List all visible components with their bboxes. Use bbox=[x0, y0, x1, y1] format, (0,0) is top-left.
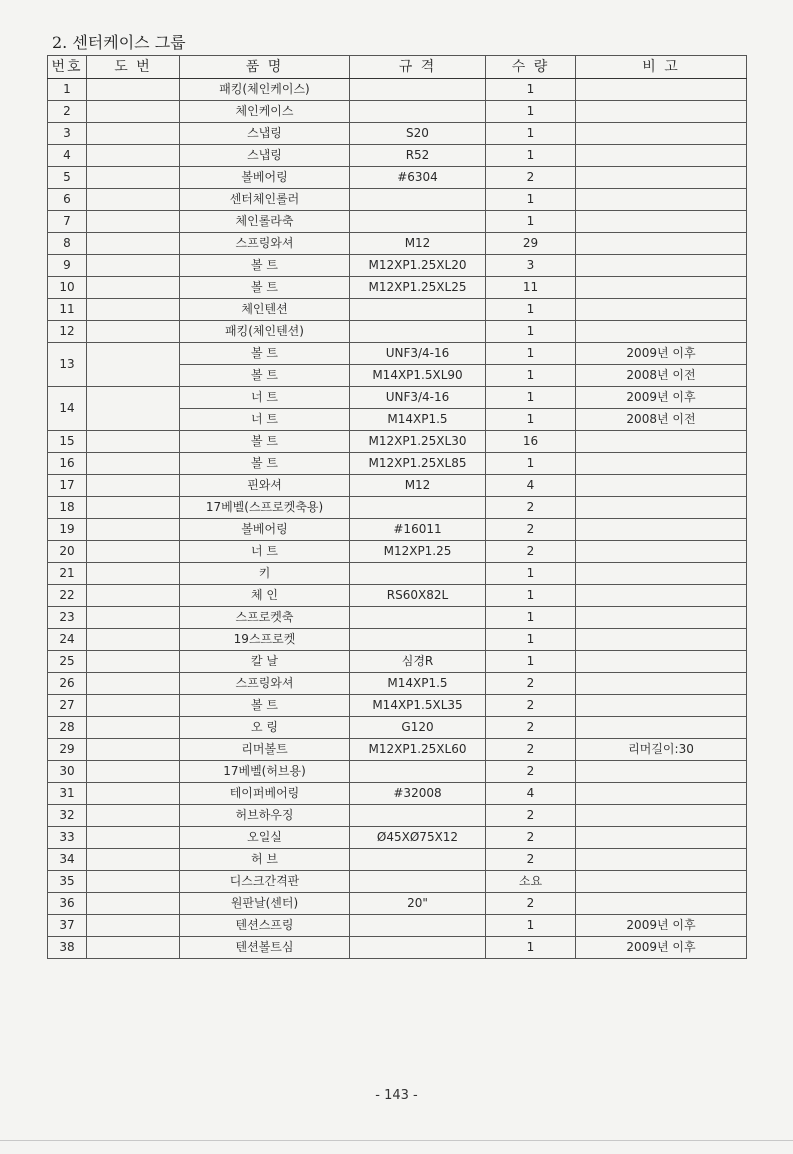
bottom-rule bbox=[0, 1140, 793, 1141]
table-row bbox=[48, 255, 747, 277]
cell-quantity: 2 bbox=[486, 167, 576, 189]
cell-note: 2008년 이전 bbox=[576, 409, 747, 431]
cell-quantity: 2 bbox=[486, 893, 576, 915]
cell-quantity: 1 bbox=[486, 101, 576, 123]
cell-part-name: 17베벨(허브용) bbox=[180, 761, 350, 783]
cell-drawing bbox=[87, 189, 180, 211]
header-quantity: 수 량 bbox=[486, 56, 576, 79]
cell-drawing bbox=[87, 541, 180, 563]
cell-number: 29 bbox=[48, 739, 87, 761]
cell-drawing bbox=[87, 915, 180, 937]
table-row bbox=[48, 189, 747, 211]
cell-drawing bbox=[87, 761, 180, 783]
cell-spec bbox=[350, 849, 486, 871]
cell-number: 28 bbox=[48, 717, 87, 739]
cell-part-name: 체인롤라축 bbox=[180, 211, 350, 233]
cell-number: 31 bbox=[48, 783, 87, 805]
cell-part-name: 텐션볼트심 bbox=[180, 937, 350, 959]
table-row bbox=[48, 827, 747, 849]
page-number: - 143 - bbox=[375, 1088, 418, 1103]
cell-number: 15 bbox=[48, 431, 87, 453]
cell-part-name: 스냅링 bbox=[180, 123, 350, 145]
cell-drawing bbox=[87, 123, 180, 145]
header-spec: 규 격 bbox=[350, 56, 486, 79]
table-row bbox=[48, 783, 747, 805]
cell-part-name: 키 bbox=[180, 563, 350, 585]
cell-drawing bbox=[87, 805, 180, 827]
cell-part-name: 너 트 bbox=[180, 541, 350, 563]
cell-number: 3 bbox=[48, 123, 87, 145]
table-row bbox=[48, 761, 747, 783]
cell-part-name: 원판날(센터) bbox=[180, 893, 350, 915]
table-row bbox=[48, 937, 747, 959]
cell-quantity: 16 bbox=[486, 431, 576, 453]
cell-spec: M14XP1.5XL35 bbox=[350, 695, 486, 717]
cell-note: 2009년 이후 bbox=[576, 387, 747, 409]
cell-number: 35 bbox=[48, 871, 87, 893]
cell-quantity: 1 bbox=[486, 123, 576, 145]
cell-drawing bbox=[87, 475, 180, 497]
cell-part-name: 허브하우징 bbox=[180, 805, 350, 827]
cell-note bbox=[576, 849, 747, 871]
cell-number: 10 bbox=[48, 277, 87, 299]
cell-drawing bbox=[87, 277, 180, 299]
cell-quantity: 1 bbox=[486, 145, 576, 167]
cell-spec bbox=[350, 805, 486, 827]
cell-spec: UNF3/4-16 bbox=[350, 343, 486, 365]
cell-quantity: 1 bbox=[486, 387, 576, 409]
cell-note: 2008년 이전 bbox=[576, 365, 747, 387]
cell-number: 5 bbox=[48, 167, 87, 189]
cell-part-name: 볼 트 bbox=[180, 343, 350, 365]
cell-spec: M12XP1.25XL85 bbox=[350, 453, 486, 475]
cell-note bbox=[576, 827, 747, 849]
cell-note bbox=[576, 585, 747, 607]
cell-note bbox=[576, 563, 747, 585]
cell-note bbox=[576, 233, 747, 255]
header-part-name: 품 명 bbox=[180, 56, 350, 79]
cell-drawing bbox=[87, 255, 180, 277]
cell-note bbox=[576, 189, 747, 211]
cell-note bbox=[576, 871, 747, 893]
cell-part-name: 볼 트 bbox=[180, 255, 350, 277]
cell-note bbox=[576, 431, 747, 453]
cell-part-name: 센터체인롤러 bbox=[180, 189, 350, 211]
cell-number: 6 bbox=[48, 189, 87, 211]
cell-drawing bbox=[87, 871, 180, 893]
cell-number: 21 bbox=[48, 563, 87, 585]
table-body bbox=[48, 79, 747, 959]
cell-quantity: 2 bbox=[486, 673, 576, 695]
cell-spec bbox=[350, 629, 486, 651]
cell-number: 16 bbox=[48, 453, 87, 475]
cell-spec: M12XP1.25XL30 bbox=[350, 431, 486, 453]
cell-drawing bbox=[87, 211, 180, 233]
cell-part-name: 스프링와셔 bbox=[180, 673, 350, 695]
cell-spec: 20" bbox=[350, 893, 486, 915]
cell-drawing bbox=[87, 607, 180, 629]
cell-quantity: 2 bbox=[486, 805, 576, 827]
cell-note bbox=[576, 651, 747, 673]
header-drawing: 도 번 bbox=[87, 56, 180, 79]
cell-note bbox=[576, 321, 747, 343]
cell-spec bbox=[350, 189, 486, 211]
table-header-row bbox=[48, 56, 747, 79]
cell-drawing bbox=[87, 629, 180, 651]
cell-quantity: 1 bbox=[486, 189, 576, 211]
cell-number: 1 bbox=[48, 79, 87, 101]
table-row bbox=[48, 321, 747, 343]
cell-quantity: 1 bbox=[486, 937, 576, 959]
table-row bbox=[48, 431, 747, 453]
cell-quantity: 4 bbox=[486, 783, 576, 805]
cell-part-name: 허 브 bbox=[180, 849, 350, 871]
cell-quantity: 1 bbox=[486, 211, 576, 233]
cell-drawing bbox=[87, 783, 180, 805]
cell-number: 9 bbox=[48, 255, 87, 277]
table-row bbox=[48, 79, 747, 101]
table-row bbox=[48, 651, 747, 673]
cell-note bbox=[576, 79, 747, 101]
cell-quantity: 2 bbox=[486, 849, 576, 871]
cell-number: 27 bbox=[48, 695, 87, 717]
cell-note bbox=[576, 475, 747, 497]
cell-drawing bbox=[87, 673, 180, 695]
cell-note bbox=[576, 761, 747, 783]
cell-note: 2009년 이후 bbox=[576, 343, 747, 365]
parts-table bbox=[47, 55, 747, 959]
cell-drawing bbox=[87, 827, 180, 849]
cell-note: 2009년 이후 bbox=[576, 915, 747, 937]
cell-spec bbox=[350, 871, 486, 893]
table-row bbox=[48, 695, 747, 717]
cell-note bbox=[576, 123, 747, 145]
cell-part-name: 볼 트 bbox=[180, 453, 350, 475]
table-row bbox=[48, 145, 747, 167]
cell-spec: S20 bbox=[350, 123, 486, 145]
cell-note bbox=[576, 717, 747, 739]
table-row bbox=[48, 585, 747, 607]
table-row bbox=[48, 541, 747, 563]
cell-note bbox=[576, 673, 747, 695]
cell-part-name: 너 트 bbox=[180, 387, 350, 409]
cell-part-name: 패킹(체인텐션) bbox=[180, 321, 350, 343]
cell-drawing bbox=[87, 431, 180, 453]
table-row bbox=[48, 211, 747, 233]
cell-spec bbox=[350, 101, 486, 123]
cell-quantity: 1 bbox=[486, 365, 576, 387]
cell-spec: UNF3/4-16 bbox=[350, 387, 486, 409]
table-row bbox=[48, 915, 747, 937]
cell-note: 2009년 이후 bbox=[576, 937, 747, 959]
cell-quantity: 29 bbox=[486, 233, 576, 255]
cell-part-name: 핀와셔 bbox=[180, 475, 350, 497]
table-row bbox=[48, 519, 747, 541]
table-row bbox=[48, 233, 747, 255]
cell-part-name: 스프링와셔 bbox=[180, 233, 350, 255]
cell-spec: G120 bbox=[350, 717, 486, 739]
table-row bbox=[48, 871, 747, 893]
cell-drawing bbox=[87, 101, 180, 123]
cell-drawing bbox=[87, 695, 180, 717]
cell-number: 18 bbox=[48, 497, 87, 519]
cell-part-name: 스프로켓축 bbox=[180, 607, 350, 629]
cell-quantity: 3 bbox=[486, 255, 576, 277]
cell-quantity: 2 bbox=[486, 827, 576, 849]
cell-number: 17 bbox=[48, 475, 87, 497]
cell-note bbox=[576, 277, 747, 299]
cell-spec bbox=[350, 321, 486, 343]
cell-part-name: 체인케이스 bbox=[180, 101, 350, 123]
cell-number: 37 bbox=[48, 915, 87, 937]
cell-part-name: 볼 트 bbox=[180, 277, 350, 299]
cell-drawing bbox=[87, 563, 180, 585]
cell-note bbox=[576, 299, 747, 321]
table-row bbox=[48, 497, 747, 519]
cell-drawing bbox=[87, 343, 180, 387]
header-note: 비 고 bbox=[576, 56, 747, 79]
cell-note bbox=[576, 541, 747, 563]
cell-quantity: 2 bbox=[486, 497, 576, 519]
cell-number: 24 bbox=[48, 629, 87, 651]
cell-part-name: 체 인 bbox=[180, 585, 350, 607]
cell-note bbox=[576, 453, 747, 475]
cell-spec: #6304 bbox=[350, 167, 486, 189]
cell-number: 36 bbox=[48, 893, 87, 915]
cell-drawing bbox=[87, 387, 180, 431]
table-row bbox=[48, 299, 747, 321]
cell-quantity: 2 bbox=[486, 717, 576, 739]
cell-part-name: 패킹(체인케이스) bbox=[180, 79, 350, 101]
table-row bbox=[48, 629, 747, 651]
cell-number: 26 bbox=[48, 673, 87, 695]
cell-quantity: 1 bbox=[486, 409, 576, 431]
cell-spec bbox=[350, 211, 486, 233]
cell-spec: M14XP1.5 bbox=[350, 673, 486, 695]
cell-number: 22 bbox=[48, 585, 87, 607]
cell-number: 12 bbox=[48, 321, 87, 343]
cell-part-name: 텐션스프링 bbox=[180, 915, 350, 937]
cell-spec: M14XP1.5XL90 bbox=[350, 365, 486, 387]
cell-number: 4 bbox=[48, 145, 87, 167]
cell-quantity: 1 bbox=[486, 629, 576, 651]
cell-note: 리머길이:30 bbox=[576, 739, 747, 761]
cell-number: 34 bbox=[48, 849, 87, 871]
cell-number: 20 bbox=[48, 541, 87, 563]
cell-spec bbox=[350, 563, 486, 585]
cell-drawing bbox=[87, 717, 180, 739]
table-row bbox=[48, 673, 747, 695]
table-row bbox=[48, 805, 747, 827]
table-row bbox=[48, 101, 747, 123]
cell-quantity: 2 bbox=[486, 739, 576, 761]
cell-quantity: 11 bbox=[486, 277, 576, 299]
cell-quantity: 1 bbox=[486, 79, 576, 101]
cell-part-name: 17베벨(스프로켓축용) bbox=[180, 497, 350, 519]
cell-quantity: 1 bbox=[486, 585, 576, 607]
cell-part-name: 볼베어링 bbox=[180, 167, 350, 189]
cell-drawing bbox=[87, 651, 180, 673]
cell-number: 13 bbox=[48, 343, 87, 387]
page-title: 2. 센터케이스 그룹 bbox=[52, 33, 186, 52]
cell-part-name: 스냅링 bbox=[180, 145, 350, 167]
cell-part-name: 디스크간격판 bbox=[180, 871, 350, 893]
cell-quantity: 1 bbox=[486, 915, 576, 937]
cell-quantity: 1 bbox=[486, 299, 576, 321]
cell-note bbox=[576, 101, 747, 123]
cell-note bbox=[576, 607, 747, 629]
cell-quantity: 소요 bbox=[486, 871, 576, 893]
cell-note bbox=[576, 893, 747, 915]
table-row bbox=[48, 343, 747, 365]
cell-quantity: 2 bbox=[486, 519, 576, 541]
cell-spec bbox=[350, 761, 486, 783]
cell-drawing bbox=[87, 585, 180, 607]
cell-drawing bbox=[87, 937, 180, 959]
cell-part-name: 19스프로켓 bbox=[180, 629, 350, 651]
table-row bbox=[48, 563, 747, 585]
cell-number: 30 bbox=[48, 761, 87, 783]
cell-part-name: 볼 트 bbox=[180, 431, 350, 453]
cell-note bbox=[576, 783, 747, 805]
cell-part-name: 리머볼트 bbox=[180, 739, 350, 761]
cell-quantity: 2 bbox=[486, 695, 576, 717]
cell-quantity: 1 bbox=[486, 343, 576, 365]
cell-spec: #32008 bbox=[350, 783, 486, 805]
cell-number: 23 bbox=[48, 607, 87, 629]
cell-number: 19 bbox=[48, 519, 87, 541]
cell-drawing bbox=[87, 79, 180, 101]
cell-spec: M12 bbox=[350, 233, 486, 255]
cell-spec: RS60X82L bbox=[350, 585, 486, 607]
cell-note bbox=[576, 805, 747, 827]
cell-quantity: 1 bbox=[486, 453, 576, 475]
table-row bbox=[48, 739, 747, 761]
cell-spec bbox=[350, 915, 486, 937]
cell-number: 2 bbox=[48, 101, 87, 123]
table-row bbox=[48, 277, 747, 299]
table-row bbox=[48, 387, 747, 409]
cell-part-name: 칼 날 bbox=[180, 651, 350, 673]
cell-quantity: 1 bbox=[486, 563, 576, 585]
cell-drawing bbox=[87, 519, 180, 541]
header-number: 번호 bbox=[48, 56, 87, 79]
cell-drawing bbox=[87, 739, 180, 761]
cell-note bbox=[576, 145, 747, 167]
cell-quantity: 1 bbox=[486, 321, 576, 343]
cell-quantity: 2 bbox=[486, 541, 576, 563]
cell-part-name: 볼베어링 bbox=[180, 519, 350, 541]
cell-quantity: 4 bbox=[486, 475, 576, 497]
cell-part-name: 오일실 bbox=[180, 827, 350, 849]
cell-spec bbox=[350, 79, 486, 101]
cell-spec bbox=[350, 937, 486, 959]
cell-spec bbox=[350, 607, 486, 629]
cell-number: 11 bbox=[48, 299, 87, 321]
cell-part-name: 테이퍼베어링 bbox=[180, 783, 350, 805]
cell-spec: R52 bbox=[350, 145, 486, 167]
cell-part-name: 오 링 bbox=[180, 717, 350, 739]
cell-part-name: 볼 트 bbox=[180, 695, 350, 717]
cell-drawing bbox=[87, 849, 180, 871]
cell-number: 8 bbox=[48, 233, 87, 255]
cell-spec: 심경R bbox=[350, 651, 486, 673]
cell-number: 32 bbox=[48, 805, 87, 827]
cell-note bbox=[576, 211, 747, 233]
cell-spec: #16011 bbox=[350, 519, 486, 541]
cell-quantity: 1 bbox=[486, 607, 576, 629]
cell-spec: M12XP1.25XL60 bbox=[350, 739, 486, 761]
table-row bbox=[48, 607, 747, 629]
table-row bbox=[48, 717, 747, 739]
cell-drawing bbox=[87, 167, 180, 189]
cell-drawing bbox=[87, 145, 180, 167]
cell-quantity: 1 bbox=[486, 651, 576, 673]
cell-spec: M12XP1.25 bbox=[350, 541, 486, 563]
cell-note bbox=[576, 255, 747, 277]
cell-quantity: 2 bbox=[486, 761, 576, 783]
cell-note bbox=[576, 497, 747, 519]
cell-spec: M12 bbox=[350, 475, 486, 497]
cell-part-name: 볼 트 bbox=[180, 365, 350, 387]
table-row bbox=[48, 849, 747, 871]
cell-part-name: 체인텐션 bbox=[180, 299, 350, 321]
cell-note bbox=[576, 629, 747, 651]
cell-spec bbox=[350, 299, 486, 321]
table-row bbox=[48, 123, 747, 145]
cell-spec: M12XP1.25XL25 bbox=[350, 277, 486, 299]
cell-number: 25 bbox=[48, 651, 87, 673]
cell-number: 14 bbox=[48, 387, 87, 431]
cell-note bbox=[576, 695, 747, 717]
cell-drawing bbox=[87, 299, 180, 321]
table-row bbox=[48, 475, 747, 497]
cell-drawing bbox=[87, 233, 180, 255]
cell-drawing bbox=[87, 893, 180, 915]
cell-note bbox=[576, 167, 747, 189]
table-row bbox=[48, 453, 747, 475]
cell-number: 38 bbox=[48, 937, 87, 959]
cell-spec: M14XP1.5 bbox=[350, 409, 486, 431]
cell-spec: M12XP1.25XL20 bbox=[350, 255, 486, 277]
table-row bbox=[48, 167, 747, 189]
cell-drawing bbox=[87, 453, 180, 475]
cell-number: 33 bbox=[48, 827, 87, 849]
cell-drawing bbox=[87, 321, 180, 343]
cell-drawing bbox=[87, 497, 180, 519]
cell-note bbox=[576, 519, 747, 541]
cell-part-name: 너 트 bbox=[180, 409, 350, 431]
cell-spec bbox=[350, 497, 486, 519]
table-row bbox=[48, 893, 747, 915]
cell-spec: Ø45XØ75X12 bbox=[350, 827, 486, 849]
cell-number: 7 bbox=[48, 211, 87, 233]
